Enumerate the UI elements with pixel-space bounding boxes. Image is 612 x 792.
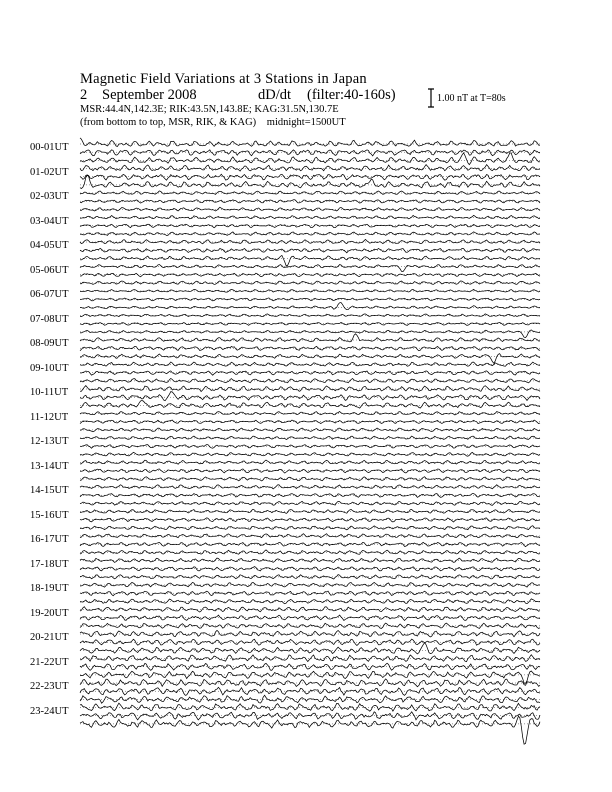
hour-row-21-22ut bbox=[80, 655, 540, 683]
hour-row-22-23ut bbox=[80, 679, 540, 703]
trace-msr bbox=[80, 379, 540, 383]
hour-row-19-20ut bbox=[80, 607, 540, 629]
hour-row-08-09ut bbox=[80, 334, 540, 363]
trace-kag bbox=[80, 215, 540, 218]
hour-label: 15-16UT bbox=[30, 509, 69, 521]
hour-label: 05-06UT bbox=[30, 264, 69, 276]
hour-label: 07-08UT bbox=[30, 313, 69, 325]
hour-row-23-24ut bbox=[80, 703, 540, 744]
order-note-text: (from bottom to top, MSR, RIK, & KAG) bbox=[80, 117, 257, 128]
trace-msr bbox=[80, 695, 540, 703]
hour-label: 06-07UT bbox=[30, 289, 69, 300]
hour-row-02-03ut bbox=[80, 191, 540, 211]
hour-label: 09-10UT bbox=[30, 362, 69, 374]
trace-kag bbox=[80, 289, 540, 292]
trace-msr bbox=[80, 401, 540, 409]
hour-row-07-08ut bbox=[80, 314, 540, 338]
filter-label: (filter:40-160s) bbox=[307, 87, 396, 103]
trace-rik bbox=[80, 248, 540, 253]
trace-rik bbox=[80, 445, 540, 449]
trace-msr bbox=[80, 330, 540, 338]
trace-msr bbox=[80, 575, 540, 579]
hour-row-00-01ut bbox=[80, 138, 540, 165]
hour-label: 01-02UT bbox=[30, 166, 69, 178]
trace-msr bbox=[80, 501, 540, 505]
trace-rik bbox=[80, 371, 540, 375]
trace-msr bbox=[80, 477, 540, 481]
quantity-label: dD/dt bbox=[258, 87, 292, 103]
hour-label: 19-20UT bbox=[30, 607, 69, 619]
trace-kag bbox=[80, 558, 540, 562]
station-coordinates: MSR:44.4N,142.3E; RIK:43.5N,143.8E; KAG:31.5N,130.7E bbox=[80, 104, 339, 115]
station-order-note bbox=[80, 118, 346, 129]
trace-rik bbox=[80, 346, 540, 350]
hour-row-09-10ut bbox=[80, 362, 540, 383]
trace-rik bbox=[80, 712, 540, 720]
trace-msr bbox=[80, 452, 540, 456]
hour-row-06-07ut bbox=[80, 289, 540, 309]
date-month-year: September 2008 bbox=[102, 87, 197, 103]
hour-row-12-13ut bbox=[80, 436, 540, 456]
trace-msr bbox=[80, 232, 540, 236]
trace-kag bbox=[80, 386, 540, 392]
trace-msr bbox=[80, 354, 540, 364]
hour-label: 14-15UT bbox=[30, 485, 69, 496]
trace-msr bbox=[80, 255, 540, 266]
trace-kag bbox=[80, 334, 540, 342]
trace-kag bbox=[80, 191, 540, 195]
trace-kag bbox=[80, 412, 540, 415]
hour-label: 02-03UT bbox=[30, 191, 69, 202]
hour-label: 03-04UT bbox=[30, 215, 69, 227]
trace-kag bbox=[80, 165, 540, 172]
hour-label: 13-14UT bbox=[30, 460, 69, 472]
hour-label: 16-17UT bbox=[30, 534, 69, 545]
trace-msr bbox=[80, 303, 540, 310]
scale-bar bbox=[428, 89, 434, 107]
trace-rik bbox=[80, 469, 540, 473]
trace-msr bbox=[80, 671, 540, 683]
hour-row-05-06ut bbox=[80, 265, 540, 285]
hour-row-16-17ut bbox=[80, 534, 540, 555]
trace-rik bbox=[80, 542, 540, 546]
trace-rik bbox=[80, 322, 540, 325]
trace-msr bbox=[80, 550, 540, 554]
trace-msr bbox=[80, 281, 540, 285]
hour-row-20-21ut bbox=[80, 630, 540, 654]
scale-bar-label: 1.00 nT at T=80s bbox=[437, 93, 506, 104]
hour-row-03-04ut bbox=[80, 215, 540, 235]
hour-label: 00-01UT bbox=[30, 142, 69, 153]
hour-row-10-11ut bbox=[80, 386, 540, 409]
trace-kag bbox=[80, 534, 540, 538]
trace-rik bbox=[80, 392, 540, 401]
trace-msr bbox=[80, 207, 540, 211]
hour-row-04-05ut bbox=[80, 239, 540, 266]
trace-kag bbox=[80, 265, 540, 272]
hour-row-14-15ut bbox=[80, 485, 540, 506]
trace-kag bbox=[80, 655, 540, 662]
trace-rik bbox=[80, 518, 540, 522]
hour-label: 08-09UT bbox=[30, 338, 69, 349]
trace-kag bbox=[80, 436, 540, 440]
trace-kag bbox=[80, 314, 540, 317]
hour-row-11-12ut bbox=[80, 412, 540, 432]
trace-msr bbox=[80, 428, 540, 432]
trace-kag bbox=[80, 582, 540, 587]
date-day: 2 bbox=[80, 87, 88, 103]
hour-label: 22-23UT bbox=[30, 681, 69, 692]
hour-label: 18-19UT bbox=[30, 583, 69, 594]
hour-label: 23-24UT bbox=[30, 705, 69, 717]
trace-kag bbox=[80, 460, 540, 464]
trace-kag bbox=[80, 703, 540, 711]
trace-rik bbox=[80, 224, 540, 228]
hour-label: 20-21UT bbox=[30, 632, 69, 643]
hour-row-17-18ut bbox=[80, 558, 540, 579]
trace-kag bbox=[80, 138, 540, 147]
hour-label: 10-11UT bbox=[30, 387, 69, 398]
hour-label: 11-12UT bbox=[30, 411, 69, 423]
trace-kag bbox=[80, 362, 540, 366]
trace-rik bbox=[80, 174, 540, 180]
hour-row-01-02ut bbox=[80, 165, 540, 189]
hour-label: 12-13UT bbox=[30, 436, 69, 447]
hour-row-15-16ut bbox=[80, 509, 540, 530]
hour-label: 21-22UT bbox=[30, 656, 69, 668]
hour-label: 17-18UT bbox=[30, 558, 69, 570]
trace-msr bbox=[80, 643, 540, 654]
midnight-note: midnight=1500UT bbox=[266, 117, 346, 128]
trace-kag bbox=[80, 239, 540, 243]
trace-kag bbox=[80, 630, 540, 637]
hour-row-13-14ut bbox=[80, 460, 540, 481]
trace-rik bbox=[80, 494, 540, 498]
trace-msr bbox=[80, 716, 540, 744]
hour-row-18-19ut bbox=[80, 582, 540, 603]
chart-title: Magnetic Field Variations at 3 Stations in Japan bbox=[80, 71, 367, 87]
trace-rik bbox=[80, 273, 540, 277]
trace-rik bbox=[80, 150, 540, 156]
hour-label: 04-05UT bbox=[30, 240, 69, 251]
